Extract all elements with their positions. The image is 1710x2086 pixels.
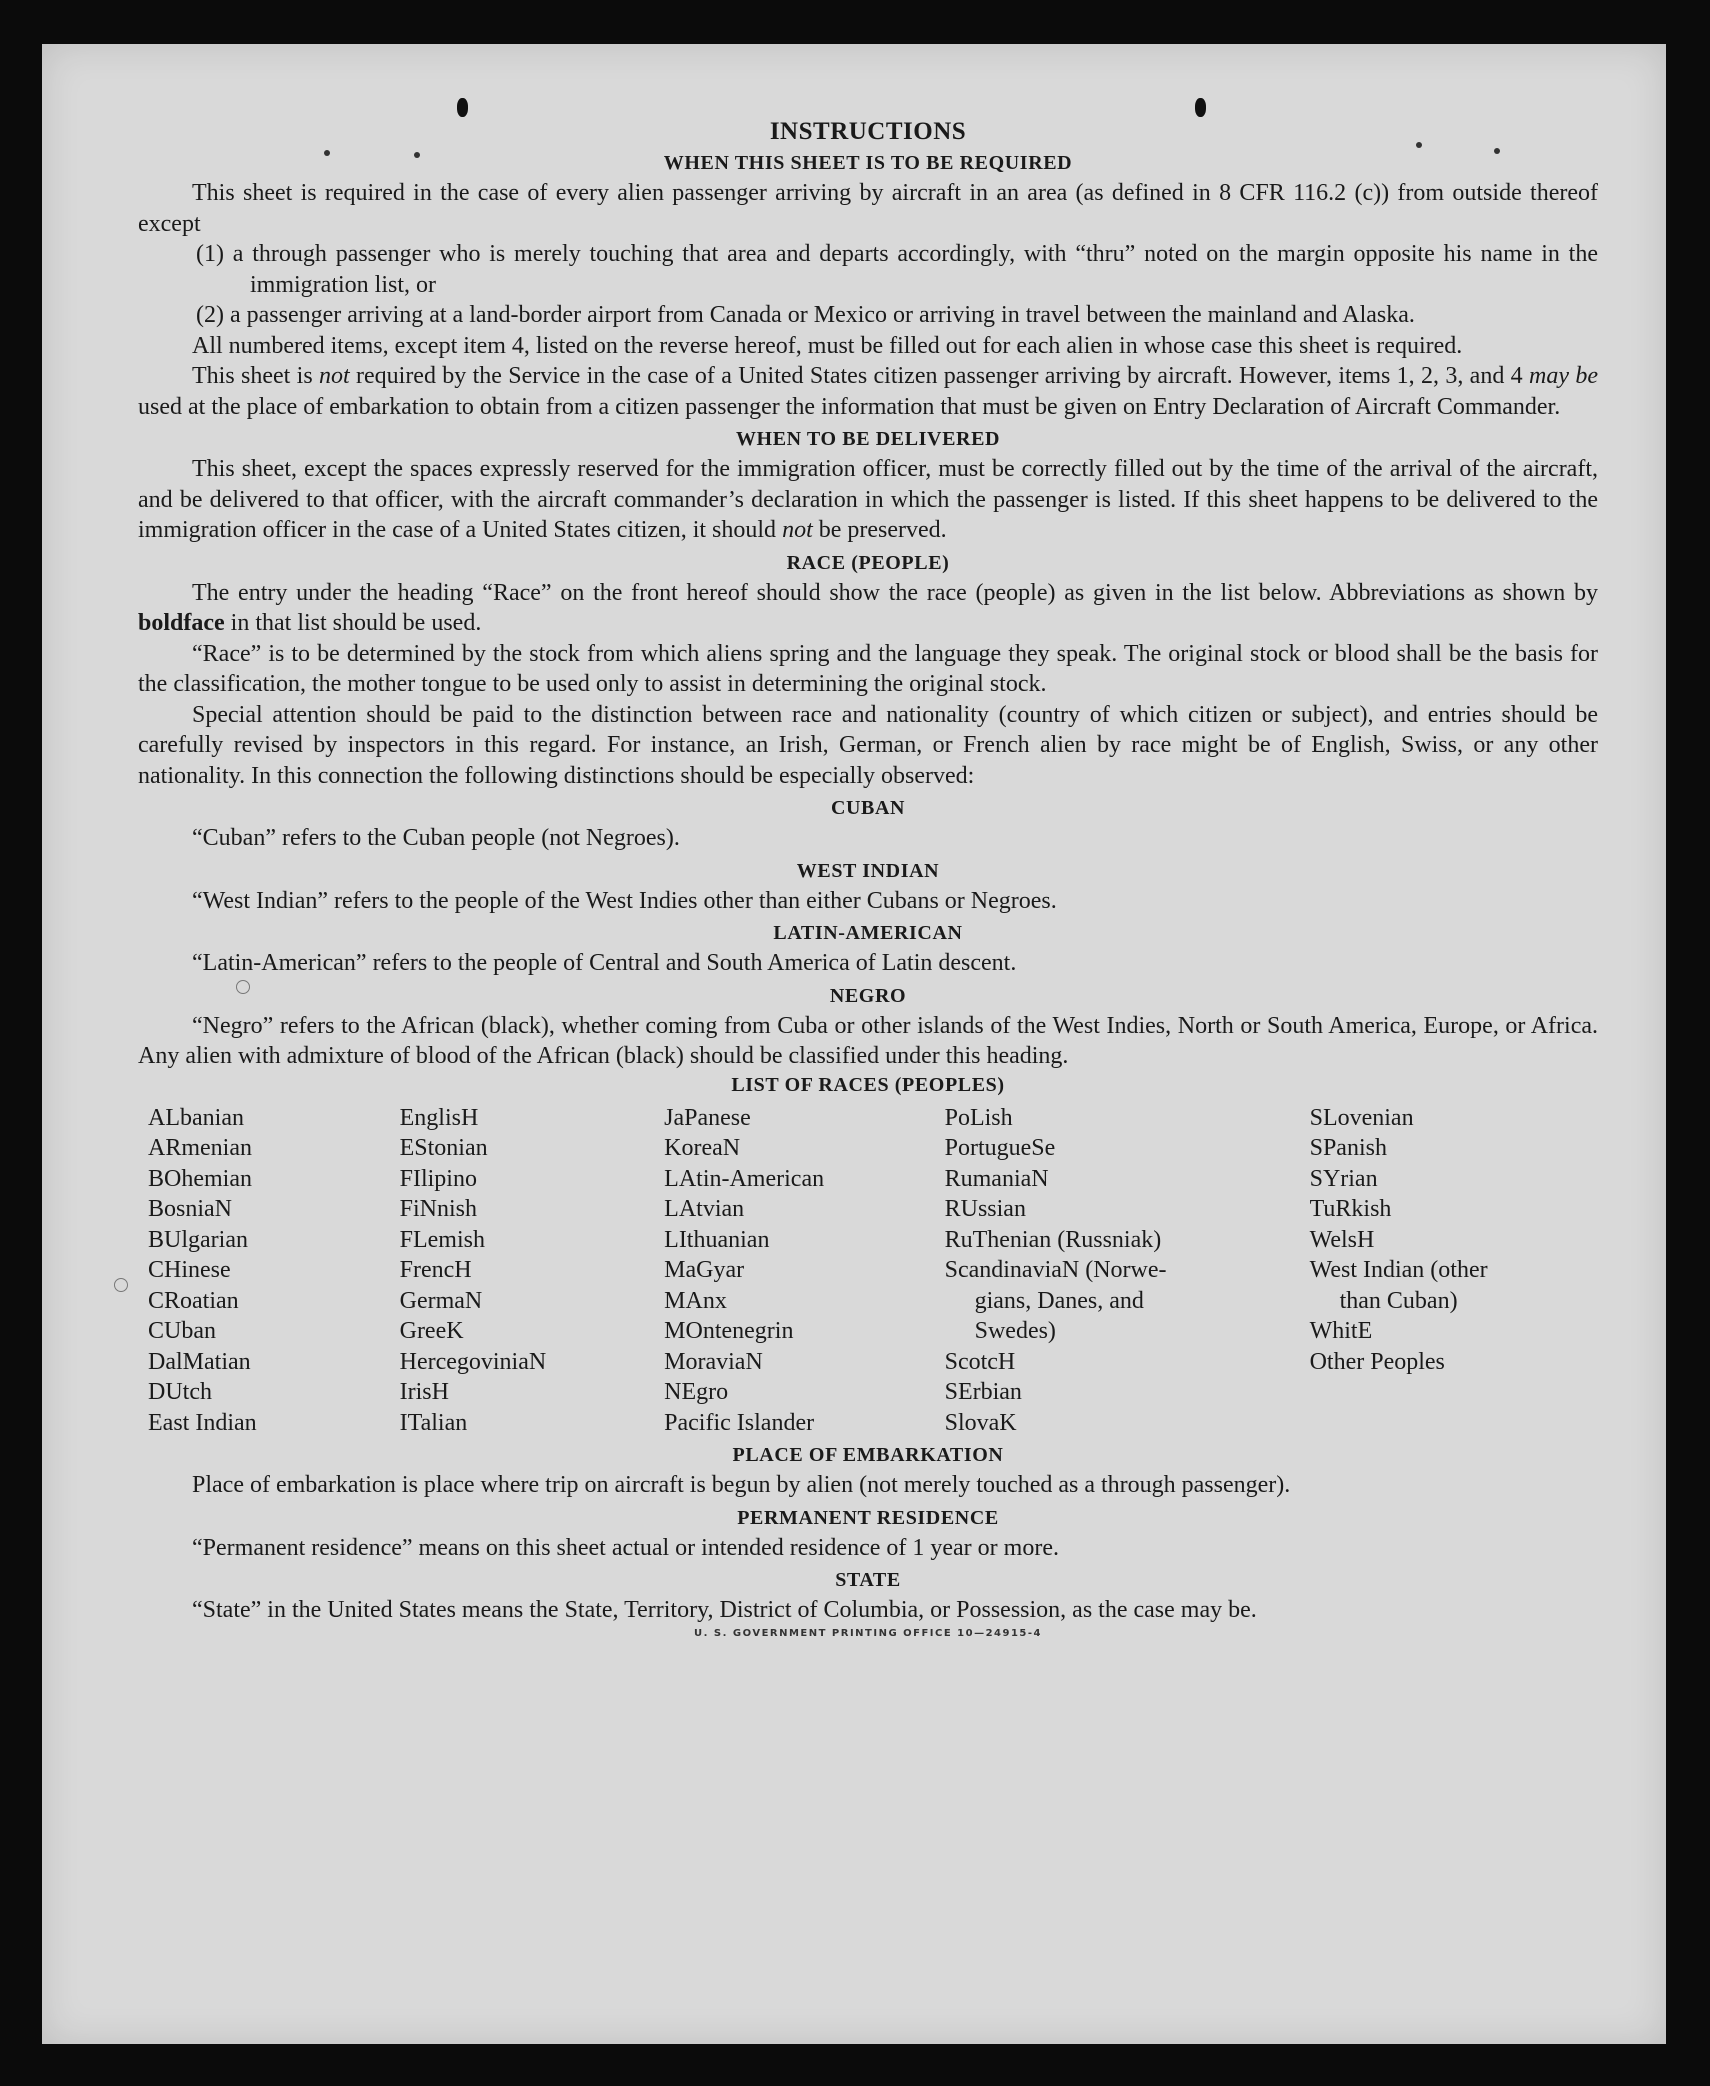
race-item: SYrian [1309,1165,1378,1192]
race-item: PoLish [944,1104,1013,1131]
races-column [945,1103,1310,1439]
section-heading-residence: PERMANENT RESIDENCE [737,1506,999,1529]
race-item: MoraviaN [664,1348,763,1375]
race-item: FrencH [399,1257,472,1283]
list-item: (2) a passenger arriving at a land-border airport from Canada or Mexico or arriving in travel between the mainland and Alaska. [196,302,1415,328]
paragraph: All numbered items, except item 4, listed on the reverse hereof, must be filled out for each alien in whose case this sheet is required. [192,332,1463,359]
paragraph: This sheet is required in the case of every alien passenger arriving by aircraft in an area (as defined in 8 CFR 116.2 (c)) from outside thereof except [138,180,1598,237]
paragraph [138,454,1598,546]
race-item: RumaniaN [944,1165,1049,1192]
race-item: Pacific Islander [664,1409,815,1436]
punch-hole [457,98,468,117]
text-run: in that list should be used. [224,610,482,636]
paragraph: “West Indian” refers to the people of the West Indies other than either Cubans or Negroes. [192,887,1057,914]
text-run: The entry under the heading “Race” on the front hereof should show the race (people) as given in the list below. Abbreviations as shown by [192,579,1598,606]
section-heading-west-indian: WEST INDIAN [796,859,940,882]
race-item: BUlgarian [148,1226,248,1253]
text-run: required by the Service in the case of a United States citizen passenger arriving by aircraft. However, items 1, 2, 3, and 4 [349,363,1530,389]
section-heading-negro: NEGRO [829,984,907,1007]
race-item: gians, Danes, and [974,1287,1144,1314]
page-title: INSTRUCTIONS [769,118,967,145]
race-item: CUban [148,1318,216,1344]
race-item: LAtin-American [664,1165,825,1192]
section-heading-cuban: CUBAN [830,797,906,819]
race-item: DUtch [148,1379,212,1405]
race-item: PortugueSe [944,1135,1056,1161]
race-item: SLovenian [1309,1104,1414,1131]
paragraph: “Cuban” refers to the Cuban people (not Negroes). [192,825,680,851]
race-item: MAnx [664,1287,727,1314]
paragraph [138,578,1598,639]
race-item: EnglisH [399,1104,479,1131]
races-column [400,1103,665,1439]
race-item: TuRkish [1309,1196,1392,1222]
race-item: SPanish [1309,1135,1387,1161]
race-item: East Indian [148,1409,257,1436]
race-item: KoreaN [664,1135,741,1161]
section-heading-state: STATE [835,1569,901,1591]
emphasis: not [782,517,813,543]
race-item: ScandinaviaN (Norwe- [944,1257,1167,1283]
section-heading-latin-american: LATIN-AMERICAN [773,922,963,944]
race-item: ITalian [399,1409,468,1436]
race-item: BOhemian [148,1165,252,1192]
emphasis: not [319,363,350,389]
race-item: Other Peoples [1309,1348,1445,1375]
races-column [664,1103,944,1439]
text-run: be preserved. [812,517,947,543]
bold-text: boldface [138,610,225,636]
race-item: MaGyar [664,1257,745,1283]
race-item: FLemish [399,1226,485,1253]
race-item: JaPanese [664,1104,751,1131]
race-item: EStonian [399,1135,488,1161]
race-item: Swedes) [974,1318,1056,1344]
race-item: GreeK [399,1318,464,1344]
race-item: ScotcH [944,1348,1016,1375]
paragraph [138,361,1598,422]
races-column [1310,1103,1598,1439]
list-item: (1) a through passenger who is merely touching that area and departs accordingly, with “thru” noted on the margin opposite his name in the immigration list, or [196,241,1598,298]
race-item: CHinese [148,1257,231,1283]
section-heading-list-of-races: LIST OF RACES (PEOPLES) [731,1073,1005,1096]
race-item: FIlipino [399,1165,477,1192]
punch-hole [1195,98,1206,117]
paragraph: “Permanent residence” means on this sheet actual or intended residence of 1 year or more. [192,1534,1059,1561]
race-item: SErbian [944,1379,1022,1405]
section-heading-embarkation: PLACE OF EMBARKATION [732,1444,1004,1466]
race-item: LIthuanian [664,1226,770,1253]
paragraph: Special attention should be paid to the distinction between race and nationality (country of which citizen or subject), and entries should be carefully revised by inspectors in this regard. For instance, an Irish, German, or French alien by race might be of English, Swiss, or any other nationality. In this connection the following distinctions should be especially observed: [138,701,1598,789]
document-page [42,44,1666,2044]
race-item: RUssian [944,1196,1026,1222]
paragraph: “State” in the United States means the State, Territory, District of Columbia, or Possession, as the case may be. [192,1597,1257,1623]
race-item: WhitE [1309,1318,1373,1344]
paragraph: Place of embarkation is place where trip on aircraft is begun by alien (not merely touched as a through passenger). [192,1472,1291,1498]
race-item: LAtvian [664,1196,745,1222]
section-heading-required: WHEN THIS SHEET IS TO BE REQUIRED [663,152,1073,174]
text-run: This sheet is [192,363,319,389]
section-heading-race: RACE (PEOPLE) [786,551,950,574]
races-column [138,1103,400,1439]
race-item: NEgro [664,1379,729,1405]
race-item: ARmenian [148,1135,252,1161]
section-heading-delivered: WHEN TO BE DELIVERED [735,428,1001,450]
races-list [138,1103,1598,1439]
race-item: GermaN [399,1287,483,1314]
race-item: than Cuban) [1339,1287,1458,1314]
race-item: ALbanian [148,1104,244,1131]
race-item: IrisH [399,1379,449,1405]
race-item: DalMatian [148,1348,251,1375]
printer-imprint: U. S. GOVERNMENT PRINTING OFFICE 10—24915-4 [694,1627,1042,1639]
race-item: CRoatian [148,1287,239,1314]
emphasis: may be [1529,363,1598,389]
race-item: BosniaN [148,1196,232,1222]
race-item: WelsH [1309,1226,1375,1253]
race-item: HercegoviniaN [399,1348,547,1375]
paragraph: “Latin-American” refers to the people of Central and South America of Latin descent. [192,950,1017,976]
race-item: RuThenian (Russniak) [944,1226,1162,1253]
race-item: SlovaK [944,1409,1017,1436]
race-item: FiNnish [399,1196,477,1222]
race-item: MOntenegrin [664,1318,794,1344]
circle-mark [114,1278,128,1292]
paragraph: “Negro” refers to the African (black), whether coming from Cuba or other islands of the West Indies, North or South America, Europe, or Africa. Any alien with admixture of blood of the African (black) should be classified under this heading. [138,1012,1598,1069]
paragraph: “Race” is to be determined by the stock from which aliens spring and the language they speak. The original stock or blood shall be the basis for the classification, the mother tongue to be used only to assist in determining the original stock. [138,640,1598,697]
text-run: used at the place of embarkation to obtain from a citizen passenger the information that must be given on Entry Declaration of Aircraft Commander. [138,393,1561,420]
race-item: West Indian (other [1309,1257,1488,1283]
text-run: This sheet, except the spaces expressly reserved for the immigration officer, must be correctly filled out by the time of the arrival of the aircraft, and be delivered to that officer, with the aircraft commander’s declaration in which the passenger is listed. If this sheet happens to be delivered to the immigration officer in the case of a United States citizen, it should [138,456,1598,543]
